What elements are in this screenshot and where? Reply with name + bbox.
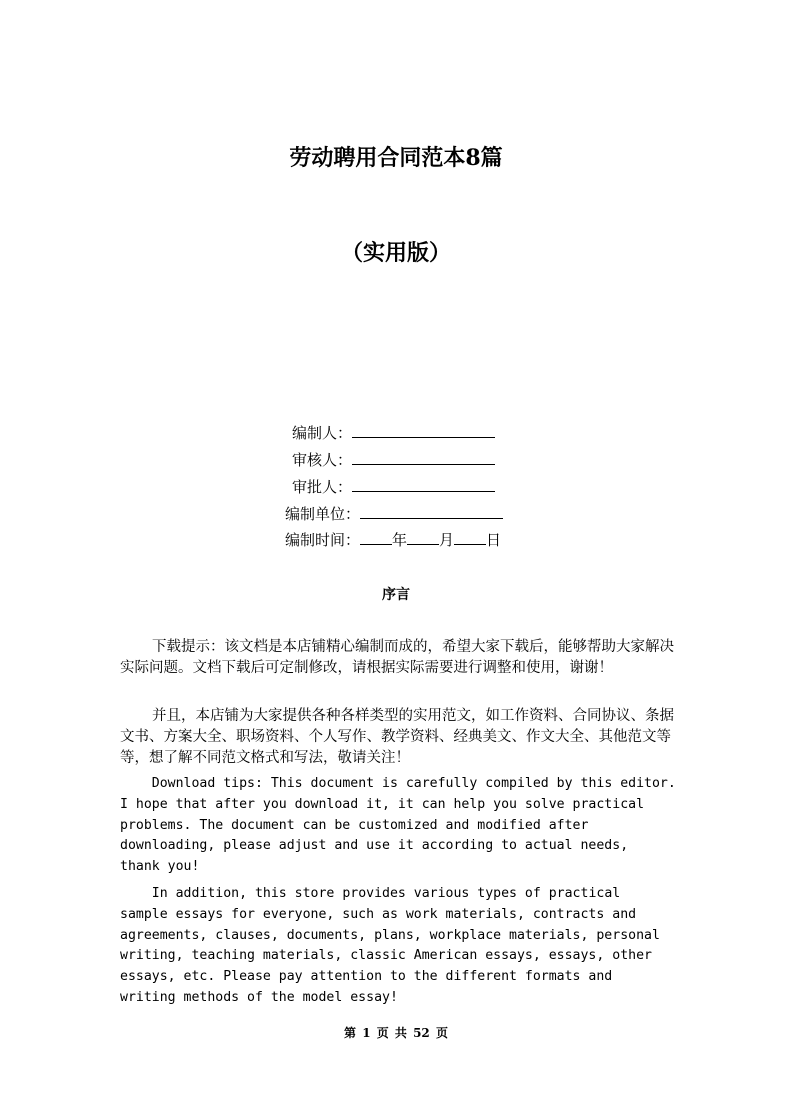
preface-paragraph-en-2: In addition, this store provides various types of practical sample essays for everyone, such as work materials, contracts and agreements, clauses, documents, plans, workplace materials, personal writing, teaching materials, classic American essays, essays, other essays, etc. Please pay attention to the different formats and writing methods of the model essay! bbox=[120, 886, 660, 1005]
time-label: 编制时间： bbox=[285, 531, 361, 549]
reviewer-blank-line bbox=[352, 450, 495, 465]
compiler-row bbox=[292, 423, 495, 443]
time-row bbox=[285, 530, 501, 550]
unit-row bbox=[285, 504, 503, 524]
day-label: 日 bbox=[486, 531, 502, 549]
reviewer-row bbox=[292, 450, 495, 470]
preface-paragraph-cn-2: 并且，本店铺为大家提供各种各样类型的实用范文，如工作资料、合同协议、条据文书、方案大全、职场资料、个人写作、教学资料、经典美文、作文大全、其他范文等等，想了解不同范文格式和写法，敬请关注！ bbox=[120, 708, 674, 766]
day-blank-line bbox=[454, 530, 486, 545]
month-label: 月 bbox=[439, 531, 455, 549]
page-number-footer: 第 1 页 共 52 页 bbox=[344, 1026, 448, 1040]
approver-row bbox=[292, 477, 495, 497]
approver-blank-line bbox=[352, 477, 495, 492]
year-blank-line bbox=[360, 530, 392, 545]
document-subtitle: （实用版） bbox=[340, 240, 451, 266]
preface-heading: 序言 bbox=[382, 587, 410, 603]
preface-paragraph-en-1: Download tips: This document is carefully compiled by this editor. I hope that after you download it, it can help you solve practical problems. The document can be customized and modified after downloading, please adjust and use it according to actual needs, thank you! bbox=[120, 776, 676, 875]
compiler-blank-line bbox=[352, 423, 495, 438]
unit-label: 编制单位： bbox=[285, 505, 361, 523]
month-blank-line bbox=[407, 530, 439, 545]
preface-paragraph-cn-1: 下载提示：该文档是本店铺精心编制而成的，希望大家下载后，能够帮助大家解决实际问题。文档下载后可定制修改，请根据实际需要进行调整和使用，谢谢！ bbox=[120, 639, 674, 676]
year-label: 年 bbox=[392, 531, 408, 549]
compiler-label: 编制人： bbox=[292, 424, 353, 442]
unit-blank-line bbox=[360, 504, 503, 519]
reviewer-label: 审核人： bbox=[292, 451, 353, 469]
approver-label: 审批人： bbox=[292, 478, 353, 496]
document-title: 劳动聘用合同范本8篇 bbox=[289, 145, 503, 171]
